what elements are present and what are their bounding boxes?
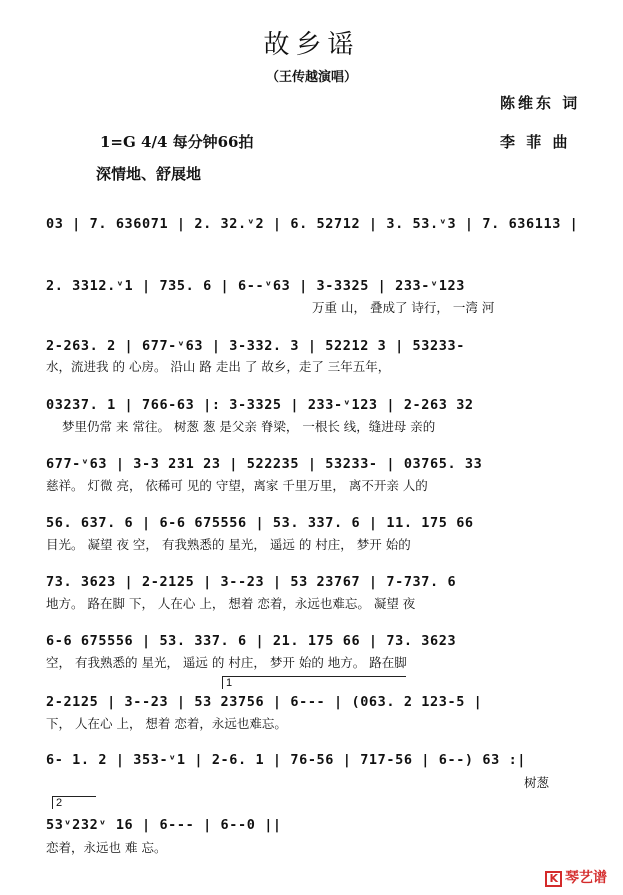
notation-row-6: 56. 637. 6 | 6-6 675556 | 53. 337. 6 | 11. 175 66 — [46, 515, 474, 531]
lyric-row-4: 梦里仍常 来 常往。 树葱 葱 是父亲 脊梁， 一根长 线，缝进母 亲的 — [62, 419, 436, 434]
lyric-row-5: 慈祥。 灯微 亮， 依稀可 见的 守望，离家 千里万里， 离不开亲 人的 — [46, 478, 428, 493]
notation-row-2: 2. 3312.ᵛ1 | 735. 6 | 6--ᵛ63 | 3-3325 | 233-ᵛ123 — [46, 278, 465, 294]
volta-label-2: 2 — [56, 797, 63, 809]
volta-bracket-1 — [222, 676, 406, 689]
lyric-row-8: 空， 有我熟悉的 星光， 遥远 的 村庄， 梦开 始的 地方。 路在脚 — [46, 655, 407, 670]
lyric-row-9: 下， 人在心 上， 想着 恋着，永远也难忘。 — [46, 716, 287, 731]
notation-row-10: 6- 1. 2 | 353-ᵛ1 | 2-6. 1 | 76-56 | 717-56 | 6--) 63 :| — [46, 752, 527, 768]
singer-credit: （王传越演唱） — [265, 70, 357, 85]
site-logo — [545, 867, 607, 887]
lyric-row-6: 目光。 凝望 夜 空， 有我熟悉的 星光， 遥远 的 村庄， 梦开 始的 — [46, 537, 411, 552]
volta-label-1: 1 — [226, 677, 233, 689]
volta-bracket-2 — [52, 796, 96, 809]
lyric-row-10: 树葱 — [524, 775, 550, 790]
notation-row-4: 03237. 1 | 766-63 |: 3-3325 | 233-ᵛ123 | 2-263 32 — [46, 397, 474, 413]
lyric-row-7: 地方。 路在脚 下， 人在心 上， 想着 恋着，永远也难忘。 凝望 夜 — [46, 596, 416, 611]
notation-row-8: 6-6 675556 | 53. 337. 6 | 21. 175 66 | 73. 3623 — [46, 633, 457, 649]
key-tempo-line: 1=G 4/4 每分钟66拍 — [100, 133, 254, 151]
logo-text: 琴艺谱 — [565, 870, 607, 886]
lyric-row-3: 水，流进我 的 心房。 沿山 路 走出 了 故乡，走了 三年五年， — [46, 359, 391, 374]
expression-mark: 深情地、舒展地 — [96, 165, 202, 183]
notation-row-9: 2-2125 | 3--23 | 53 23756 | 6--- | (063. 2 123-5 | — [46, 694, 483, 710]
notation-row-7: 73. 3623 | 2-2125 | 3--23 | 53 23767 | 7-737. 6 — [46, 574, 457, 590]
composer-credit: 李 菲 曲 — [500, 133, 571, 151]
song-title: 故乡谣 — [263, 30, 360, 60]
notation-row-11: 53ᵛ232ᵛ 16 | 6--- | 6--0 || — [46, 817, 282, 833]
notation-row-3: 2-263. 2 | 677-ᵛ63 | 3-332. 3 | 52212 3 | 53233- — [46, 338, 465, 354]
notation-row-5: 677-ᵛ63 | 3-3 231 23 | 522235 | 53233- | 03765. 33 — [46, 456, 483, 472]
notation-row-1: 03 | 7. 636071 | 2. 32.ᵛ2 | 6. 52712 | 3. 53.ᵛ3 | 7. 636113 | — [46, 216, 579, 232]
logo-mark-icon: K — [545, 871, 562, 887]
lyric-row-11: 恋着，永远也 难 忘。 — [46, 840, 167, 855]
lyric-row-2: 万重 山， 叠成了 诗行， 一湾 河 — [312, 300, 495, 315]
lyricist-credit: 陈维东 词 — [500, 94, 581, 112]
